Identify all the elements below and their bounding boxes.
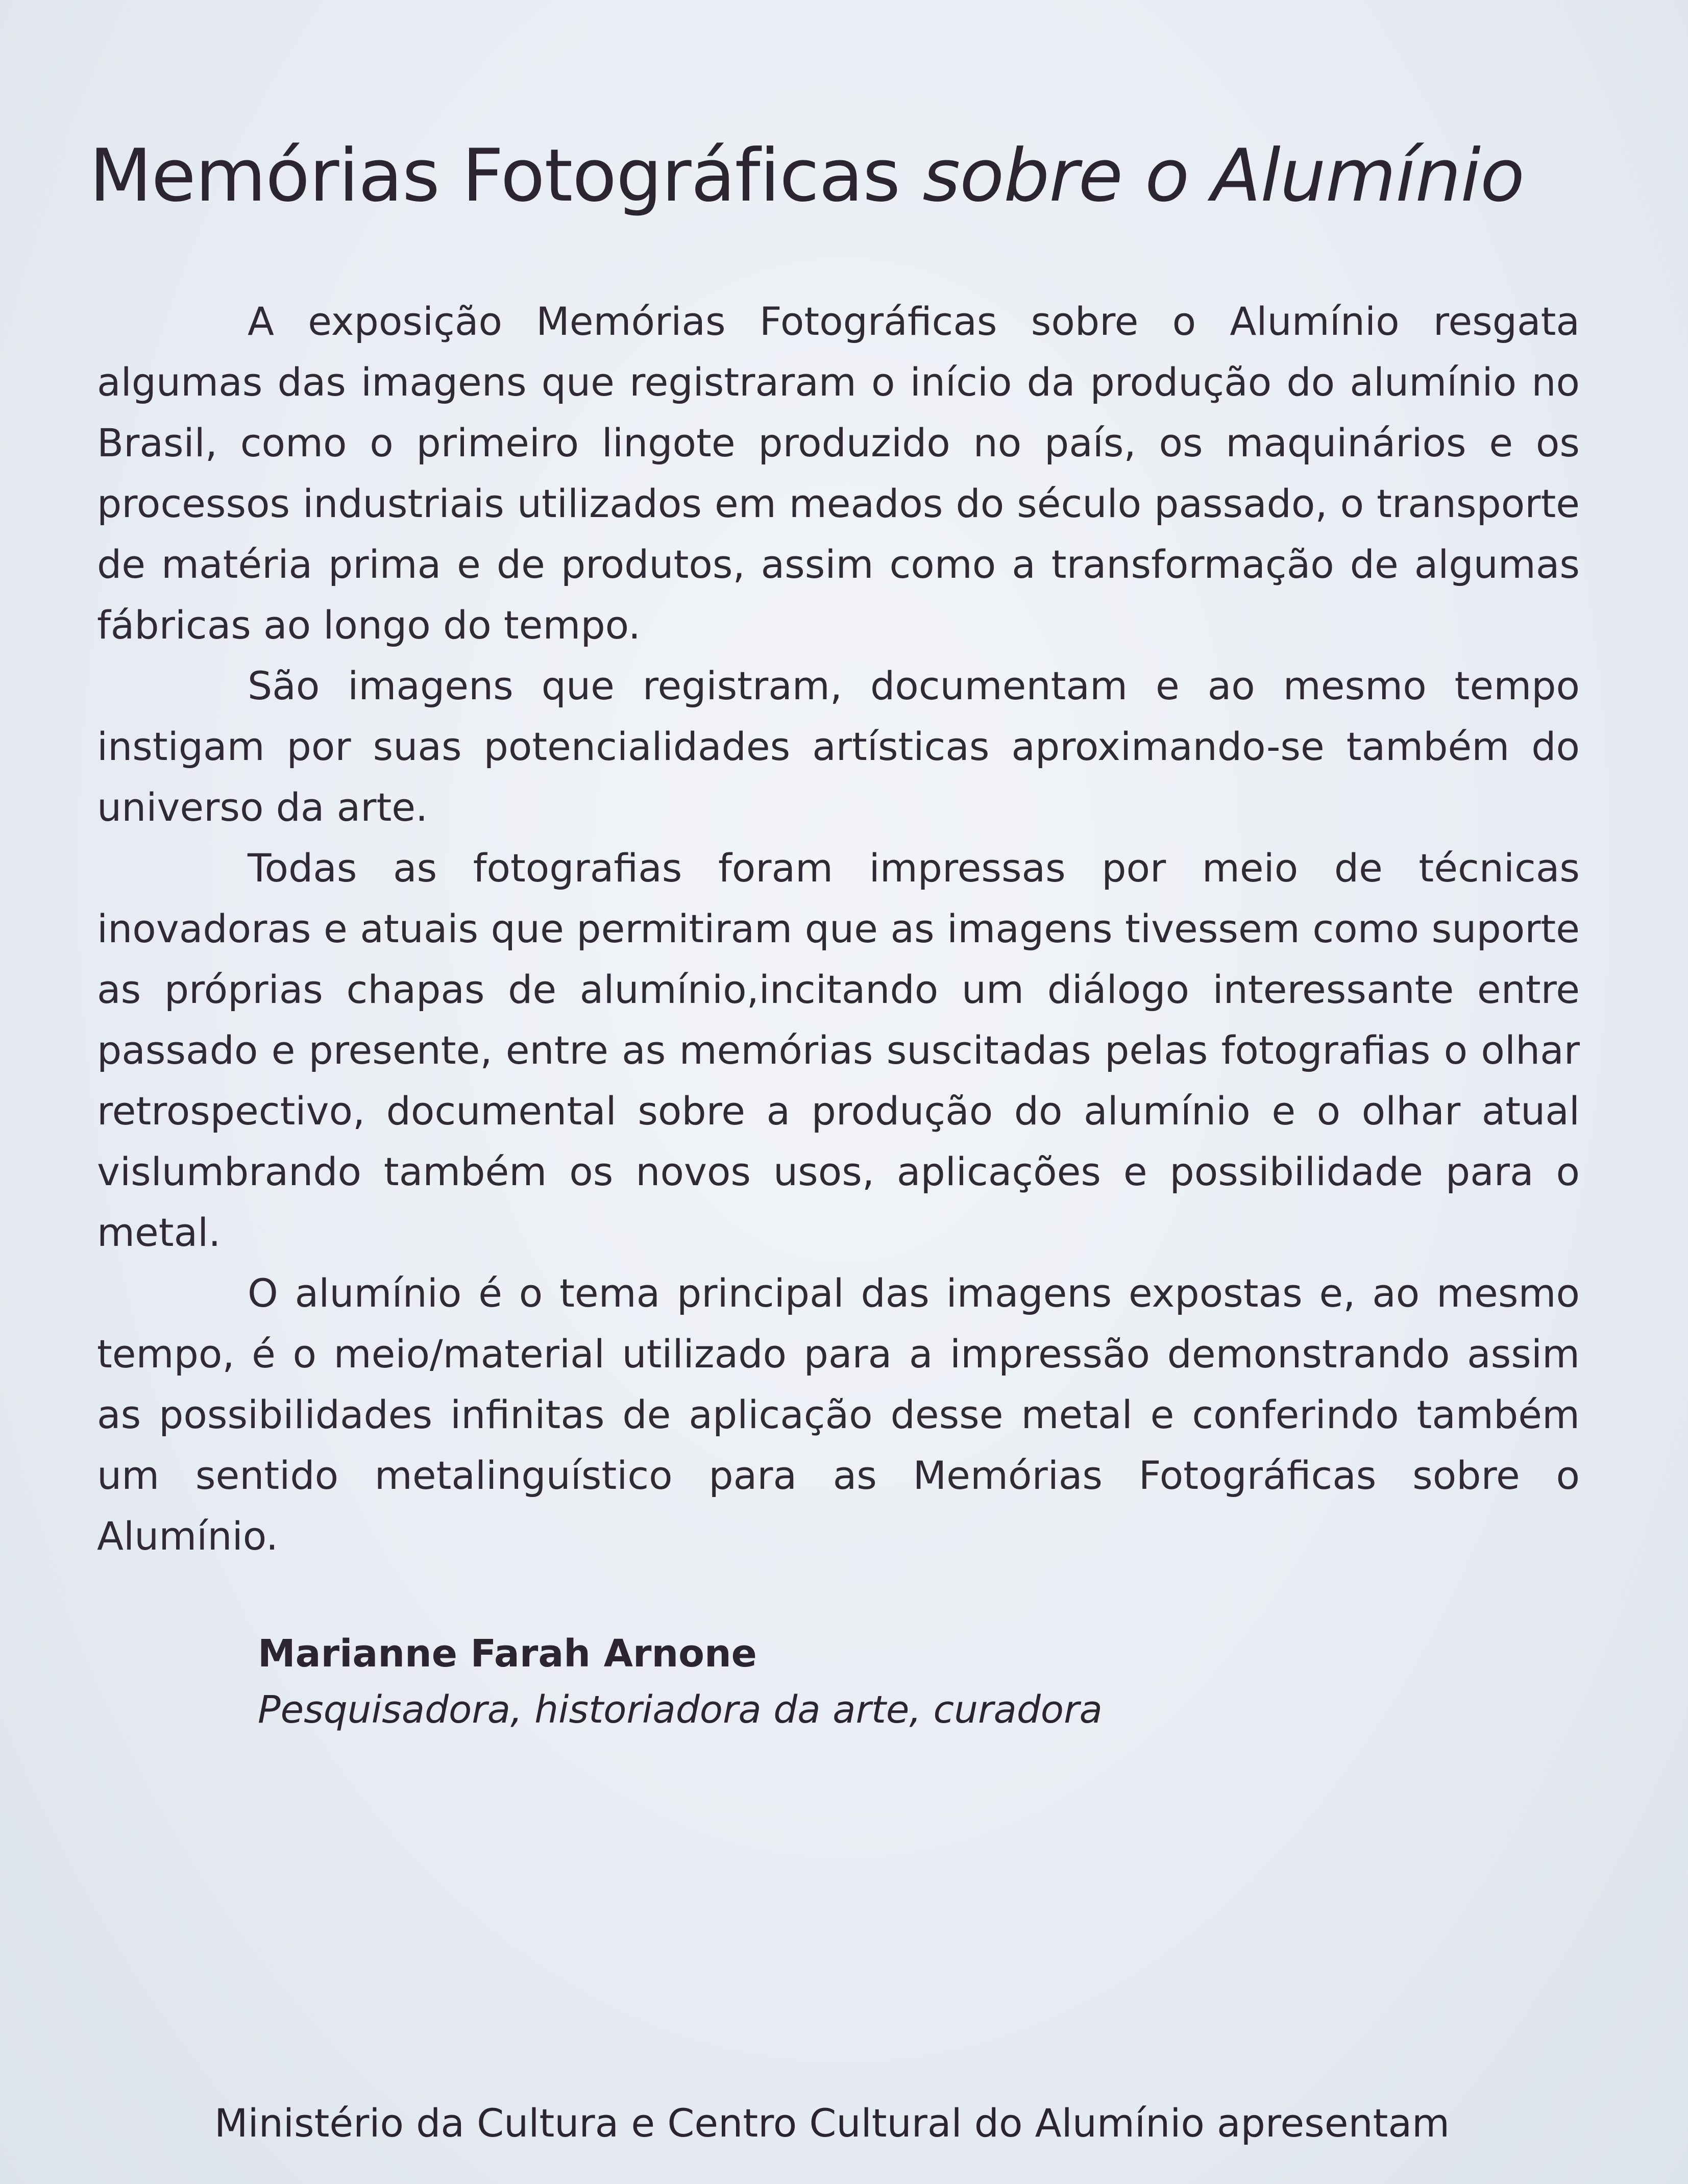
paragraph-2: São imagens que registram, documentam e ao mesmo tempo instigam por suas potencialidades artísticas aproximando-se também do universo da arte. xyxy=(97,663,1580,830)
page-title xyxy=(89,128,1600,225)
curator-role: Pesquisadora, historiadora da arte, curadora xyxy=(258,1688,1103,1732)
title-italic: sobre o Alumínio xyxy=(922,134,1524,218)
curator-name: Marianne Farah Arnone xyxy=(258,1632,757,1676)
paragraph-4: O alumínio é o tema principal das imagens expostas e, ao mesmo tempo, é o meio/material utilizado para a impressão demonstrando assim as possibilidades infinitas de aplicação desse metal e conferindo também um sentido metalinguístico para as Memórias Fotográficas sobre o Alumínio. xyxy=(97,1270,1580,1559)
presenters-footer: Ministério da Cultura e Centro Cultural do Alumínio apresentam xyxy=(214,2100,1450,2146)
paragraph-1: A exposição Memórias Fotográficas sobre o Alumínio resgata algumas das imagens que registraram o início da produção do alumínio no Brasil, como o primeiro lingote produzido no país, os maquinários e os processos industriais utilizados em meados do século passado, o transporte de matéria prima e de produtos, assim como a transformação de algumas fábricas ao longo do tempo. xyxy=(97,299,1580,648)
title-main: Memórias Fotográficas xyxy=(89,134,900,218)
exhibition-description xyxy=(97,291,1580,1566)
paragraph-3: Todas as fotografias foram impressas por meio de técnicas inovadoras e atuais que permitiram que as imagens tivessem como suporte as próprias chapas de alumínio,incitando um diálogo interessante entre passado e presente, entre as memórias suscitadas pelas fotografias o olhar retrospectivo, documental sobre a produção do alumínio e o olhar atual vislumbrando também os novos usos, aplicações e possibilidade para o metal. xyxy=(97,845,1580,1255)
curator-signature xyxy=(258,1626,1381,1738)
